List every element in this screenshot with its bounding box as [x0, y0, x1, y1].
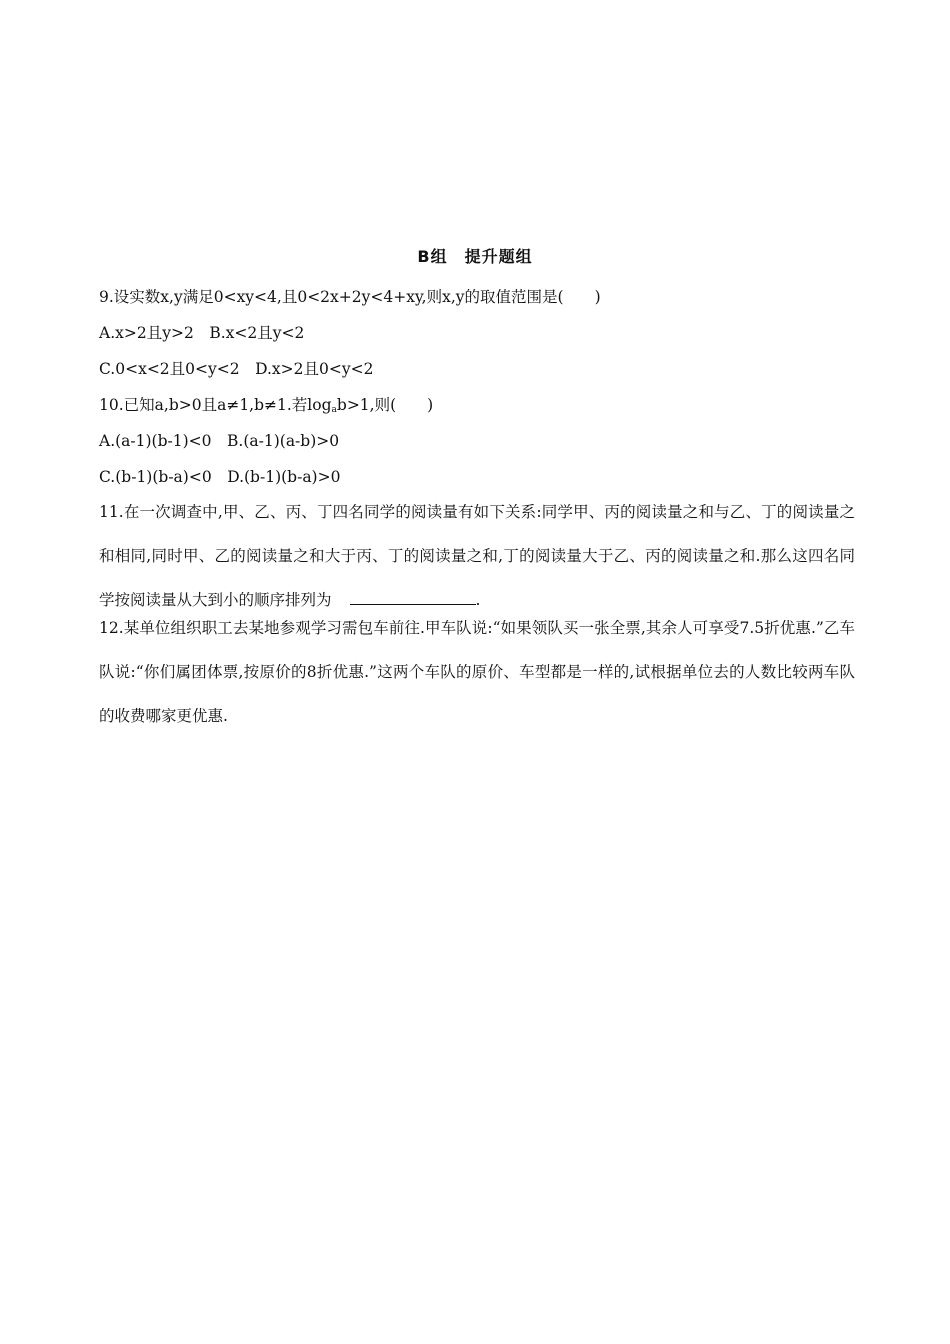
question-12: 12.某单位组织职工去某地参观学习需包车前往.甲车队说:“如果领队买一张全票,其余人可享受7.5折优惠.”乙车队说:“你们属团体票,按原价的8折优惠.”这两个车队的原价、车型都是一样的,试根据单位去的人数比较两车队的收费哪家更优惠. — [99, 619, 855, 725]
question-10-options-ab: A.(a-1)(b-1)<0 B.(a-1)(a-b)>0 — [99, 432, 340, 450]
question-11-tail: . — [475, 591, 481, 609]
answer-blank[interactable] — [350, 588, 476, 605]
question-11 — [99, 490, 855, 622]
question-9-options-ab: A.x>2且y>2 B.x<2且y<2 — [99, 324, 305, 342]
question-10-options-cd: C.(b-1)(b-a)<0 D.(b-1)(b-a)>0 — [99, 468, 341, 486]
question-9-options-cd: C.0<x<2且0<y<2 D.x>2且0<y<2 — [99, 360, 374, 378]
question-10-stem — [99, 394, 433, 421]
question-11-text: 11.在一次调查中,甲、乙、丙、丁四名同学的阅读量有如下关系:同学甲、丙的阅读量之和与乙、丁的阅读量之和相同,同时甲、乙的阅读量之和大于丙、丁的阅读量之和,丁的阅读量大于乙、丙的阅读量之和.那么这四名同学按阅读量从大到小的顺序排列为 — [99, 503, 855, 609]
question-9-stem: 9.设实数x,y满足0<xy<4,且0<2x+2y<4+xy,则x,y的取值范围是( ) — [99, 288, 601, 306]
question-10-log-base: a — [331, 405, 337, 415]
section-title: B组 提升题组 — [417, 247, 533, 266]
question-10-stem-before: 10.已知a,b>0且a≠1,b≠1.若log — [99, 396, 332, 414]
question-10-stem-after: b>1,则( ) — [336, 396, 434, 414]
